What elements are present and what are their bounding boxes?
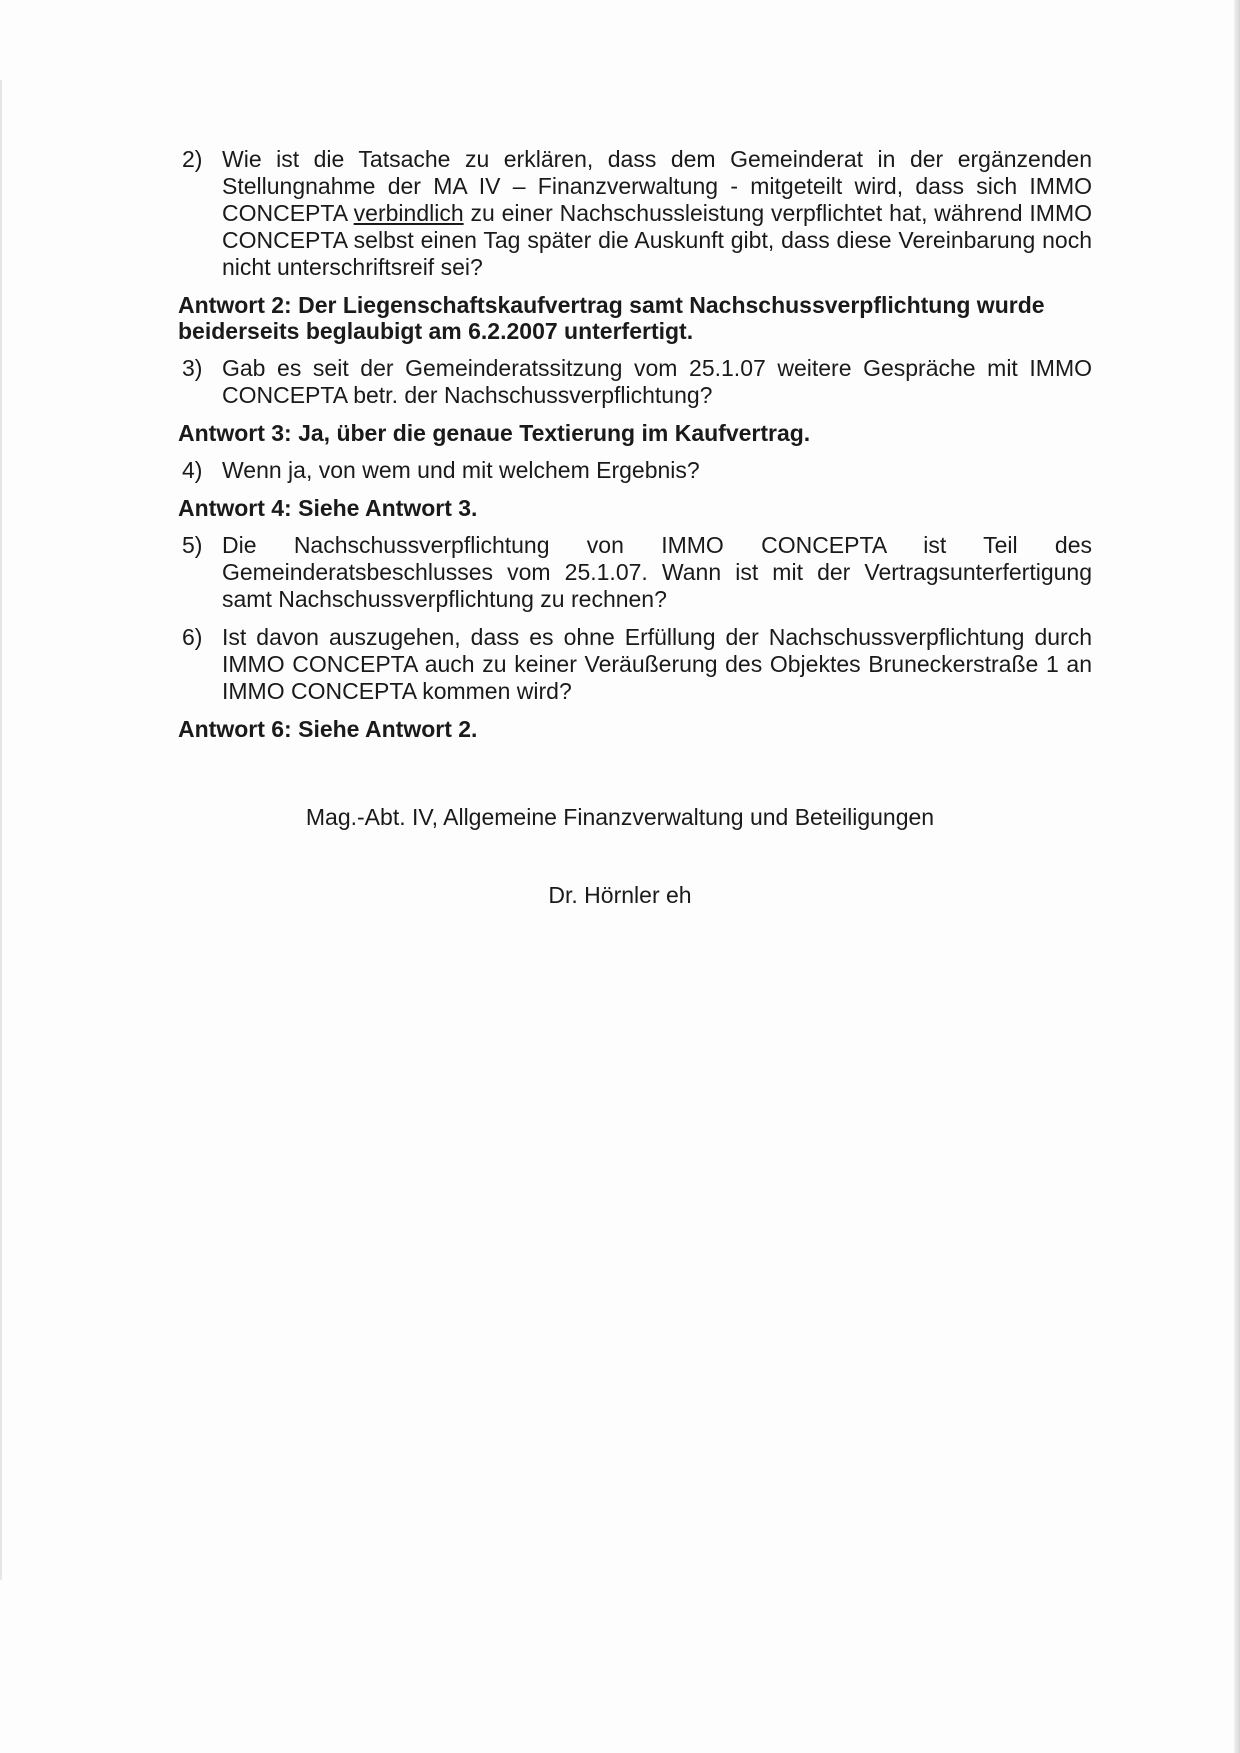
question-number: 5) [182,532,203,558]
document-body [178,146,1092,753]
question-text: Wenn ja, von wem und mit welchem Ergebnis? [222,457,700,483]
scan-edge-right [1234,0,1240,1753]
question-text-part: zu einer Nachschussleistung verpflichtet hat, während IMMO CONCEPTA selbst einen Tag später die Auskunft gibt, dass diese Vereinbarung noch nicht unterschriftsreif sei? [222,200,1092,280]
question-4 [178,457,1092,484]
answer-2: Antwort 2: Der Liegenschaftskaufvertrag samt Nachschussverpflichtung wurde beiderseits beglaubigt am 6.2.2007 unterfertigt. [178,292,1045,344]
question-2 [178,146,1092,281]
question-3 [178,355,1092,409]
signature-department: Mag.-Abt. IV, Allgemeine Finanzverwaltung und Beteiligungen [305,804,935,830]
question-number: 6) [182,624,203,650]
answer-4: Antwort 4: Siehe Antwort 3. [178,495,478,521]
question-text-part: Wie ist die Tatsache zu erklären, dass dem Gemeinderat in der ergänzenden Stellungnahme der MA IV – Finanzverwaltung - mitgeteilt wird, dass sich IMMO CONCEPTA [222,146,1092,226]
signature-name: Dr. Hörnler eh [548,882,692,908]
underlined-word: verbindlich [353,200,464,226]
question-text: Die Nachschussverpflichtung von IMMO CONCEPTA ist Teil des Gemeinderatsbeschlusses vom 25.1.07. Wann ist mit der Vertragsunterfertigung samt Nachschussverpflichtung zu rechnen? [222,532,1092,612]
question-number: 3) [182,355,203,381]
question-text: Ist davon auszugehen, dass es ohne Erfüllung der Nachschussverpflichtung durch IMMO CONCEPTA auch zu keiner Veräußerung des Objektes Bruneckerstraße 1 an IMMO CONCEPTA kommen wird? [222,624,1092,704]
question-5 [178,532,1092,613]
question-number: 2) [182,146,203,172]
question-6 [178,624,1092,705]
answer-6: Antwort 6: Siehe Antwort 2. [178,716,478,742]
question-text: Gab es seit der Gemeinderatssitzung vom 25.1.07 weitere Gespräche mit IMMO CONCEPTA betr. der Nachschussverpflichtung? [222,355,1092,408]
question-text [222,146,1092,281]
question-number: 4) [182,457,203,483]
answer-3: Antwort 3: Ja, über die genaue Textierung im Kaufvertrag. [178,420,811,446]
